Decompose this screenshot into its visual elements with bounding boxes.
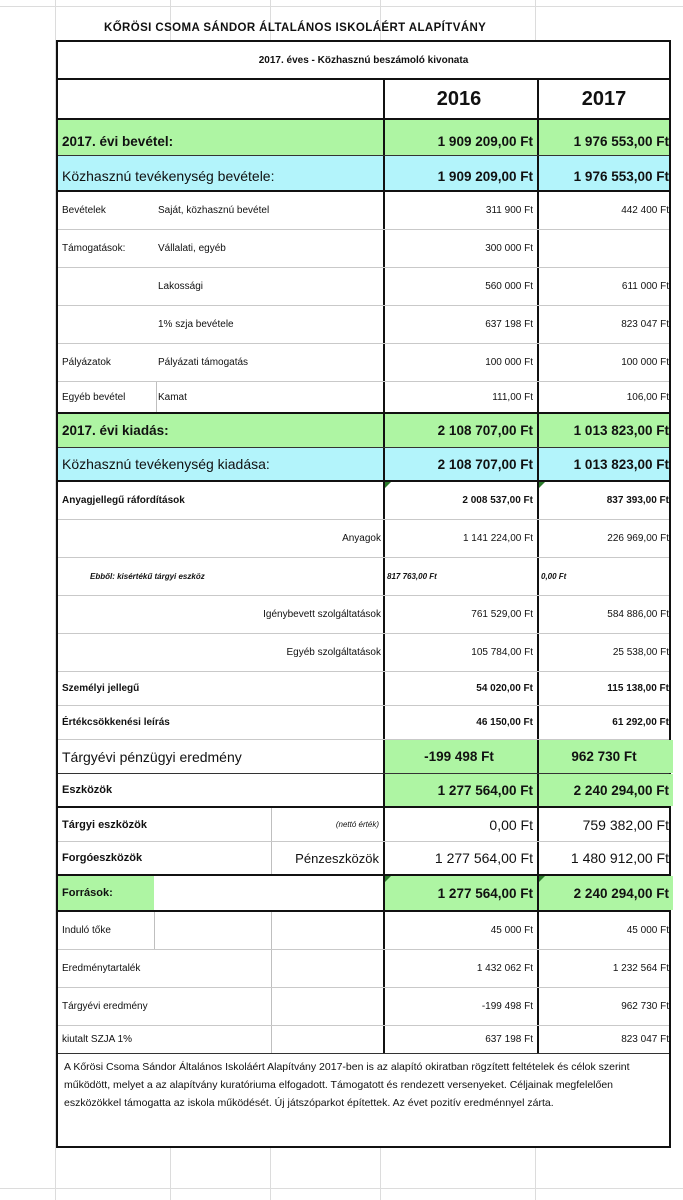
residential-support-row [58,268,669,306]
row-sublabel: (nettó érték) [335,820,379,829]
cell-comment-marker [385,876,391,882]
row-label: 1% szja bevétele [158,319,234,330]
value-2017: 1 013 823,00 Ft [537,448,673,480]
value-2017: 1 976 553,00 Ft [537,156,673,190]
row-category: Egyéb bevétel [62,391,126,403]
public-expense-row [58,448,669,482]
value-2017: 61 292,00 Ft [537,706,673,739]
row-label: Induló tőke [62,925,111,936]
sources-row [58,876,669,912]
cell-comment-marker [539,482,545,488]
cell-border [271,950,272,987]
row-label: Közhasznú tevékenység bevétele: [62,168,275,184]
row-label: Anyagjellegű ráfordítások [62,495,185,506]
row-label: Eszközök [62,784,113,796]
fixed-assets-row [58,808,669,842]
row-label: Tárgyi eszközök [62,818,147,831]
value-2017: 1 480 912,00 Ft [537,842,673,874]
row-label: Értékcsökkenési leírás [62,717,170,728]
summary-note-row [58,1054,669,1146]
value-2017: 2 240 294,00 Ft [537,876,673,910]
value-2017: 442 400 Ft [537,192,673,229]
row-label-cell [58,230,383,267]
value-2017: 25 538,00 Ft [537,634,673,671]
expense-total-row [58,414,669,448]
sheet-gridline [0,6,683,7]
value-2016: 2 108 707,00 Ft [383,448,537,480]
year-header-row [58,80,669,120]
cell-border [154,912,155,949]
assets-row [58,774,669,808]
value-2017: 100 000 Ft [537,344,673,381]
depreciation-row [58,706,669,740]
row-label-cell [58,306,383,343]
value-2016: 637 198 Ft [383,1026,537,1053]
year-header-blank [58,80,383,118]
row-label: Vállalati, egyéb [158,243,226,254]
value-2017: 1 232 564 Ft [537,950,673,987]
row-label: Igénybevett szolgáltatások [263,609,381,620]
value-2017: 584 886,00 Ft [537,596,673,633]
value-2016: 1 141 224,00 Ft [383,520,537,557]
cell-border [156,382,157,412]
cell-border [271,912,272,949]
value-2017: 1 976 553,00 Ft [537,120,673,155]
row-label-cell [58,268,383,305]
value-2017: 226 969,00 Ft [537,520,673,557]
grants-row [58,344,669,382]
value-2017: 0,00 Ft [537,558,673,595]
value-2016: 311 900 Ft [383,192,537,229]
value-2016: 817 763,00 Ft [383,558,537,595]
value-2017: 823 047 Ft [537,306,673,343]
row-label-cell [58,192,383,229]
szja-income-row [58,306,669,344]
row-label: Tárgyévi eredmény [62,1001,148,1012]
report-title: 2017. éves - Közhasznú beszámoló kivonata [258,54,469,66]
row-label: Ebből: kisértékű tárgyi eszköz [90,572,205,581]
report-table [56,40,671,1148]
value-2017: 962 730 Ft [537,740,673,773]
row-label-cell [58,382,383,412]
value-2016: 45 000 Ft [383,912,537,949]
value-2016: -199 498 Ft [383,988,537,1025]
year-result-row [58,988,669,1026]
row-label: Anyagok [342,533,381,544]
cell-comment-marker [539,876,545,882]
row-category: Bevételek [62,205,106,216]
value-2016: 0,00 Ft [383,808,537,841]
row-label: Lakossági [158,281,204,292]
value-2016: 111,00 Ft [383,382,537,412]
value-2017: 1 013 823,00 Ft [537,414,673,447]
value-2016: 300 000 Ft [383,230,537,267]
value-2016: 54 020,00 Ft [383,672,537,705]
sheet-gridline [0,1188,683,1189]
value-2016: 1 909 209,00 Ft [383,156,537,190]
current-assets-row [58,842,669,876]
value-2016: 1 909 209,00 Ft [383,120,537,155]
value-2016: 560 000 Ft [383,268,537,305]
paid-szja-row [58,1026,669,1054]
row-label: Tárgyévi pénzügyi eredmény [62,748,242,765]
value-2016: 1 432 062 Ft [383,950,537,987]
summary-note: A Kőrösi Csoma Sándor Általános Iskoláért Alapítvány 2017-ben is az alapító okiratban rögzített feltételek és célok szerint működött, melyet a az alapítvány kuratóriuma elfogadott. Támogatott és rendezett versenyeket. Céljainak megfelelően eszközökkel támogatta az iskola működését. Új játszóparkot építettek. Az évet pozitív eredménnyel zárta. [64,1061,630,1109]
services-row [58,596,669,634]
materials-row [58,520,669,558]
value-2017: 611 000 Ft [537,268,673,305]
cell-comment-marker [385,482,391,488]
value-2016: 1 277 564,00 Ft [383,774,537,806]
corporate-support-row [58,230,669,268]
row-label: Közhasznú tevékenység kiadása: [62,456,270,472]
row-label: 2017. évi bevétel: [62,134,174,149]
initial-capital-row [58,912,669,950]
row-label: kiutalt SZJA 1% [62,1034,133,1045]
value-2016: 2 008 537,00 Ft [383,482,537,519]
organization-title: KŐRÖSI CSOMA SÁNDOR ÁLTALÁNOS ISKOLÁÉRT ALAPÍTVÁNY [104,22,487,34]
year-2017-header: 2017 [537,80,673,118]
other-services-row [58,634,669,672]
value-2017: 106,00 Ft [537,382,673,412]
row-label: Kamat [158,391,187,403]
value-2017: 115 138,00 Ft [537,672,673,705]
small-assets-row [58,558,669,596]
income-total-row [58,120,669,156]
value-2017: 759 382,00 Ft [537,808,673,841]
value-2017: 823 047 Ft [537,1026,673,1053]
public-income-row [58,156,669,192]
value-2016: 1 277 564,00 Ft [383,842,537,874]
cell-border [271,988,272,1025]
value-2017 [537,230,673,267]
row-label: 2017. évi kiadás: [62,423,169,438]
row-label: Személyi jellegű [62,683,140,694]
value-2017: 2 240 294,00 Ft [537,774,673,806]
row-label: Forgóeszközök [62,852,143,864]
value-2016: 1 277 564,00 Ft [383,876,537,910]
material-costs-row [58,482,669,520]
value-2016: 100 000 Ft [383,344,537,381]
year-2016-header: 2016 [383,80,537,118]
own-income-row [58,192,669,230]
retained-earnings-row [58,950,669,988]
value-2016: 46 150,00 Ft [383,706,537,739]
row-category: Pályázatok [62,357,111,368]
value-2016: 105 784,00 Ft [383,634,537,671]
other-income-row [58,382,669,414]
row-category: Támogatások: [62,243,126,254]
row-label: Egyéb szolgáltatások [286,647,381,658]
value-2016: 761 529,00 Ft [383,596,537,633]
value-2017: 962 730 Ft [537,988,673,1025]
row-label-cell [58,344,383,381]
financial-result-row [58,740,669,774]
cell-border [271,1026,272,1053]
value-2016: 2 108 707,00 Ft [383,414,537,447]
value-2016: 637 198 Ft [383,306,537,343]
row-label: Források: [62,887,113,899]
row-label: Saját, közhasznú bevétel [158,205,270,216]
row-label: Pályázati támogatás [158,357,249,368]
value-2017: 45 000 Ft [537,912,673,949]
value-2016: -199 498 Ft [383,740,537,773]
value-2017: 837 393,00 Ft [537,482,673,519]
row-sublabel: Pénzeszközök [295,850,379,866]
personnel-row [58,672,669,706]
report-title-row [58,42,669,80]
row-label: Eredménytartalék [62,963,141,974]
